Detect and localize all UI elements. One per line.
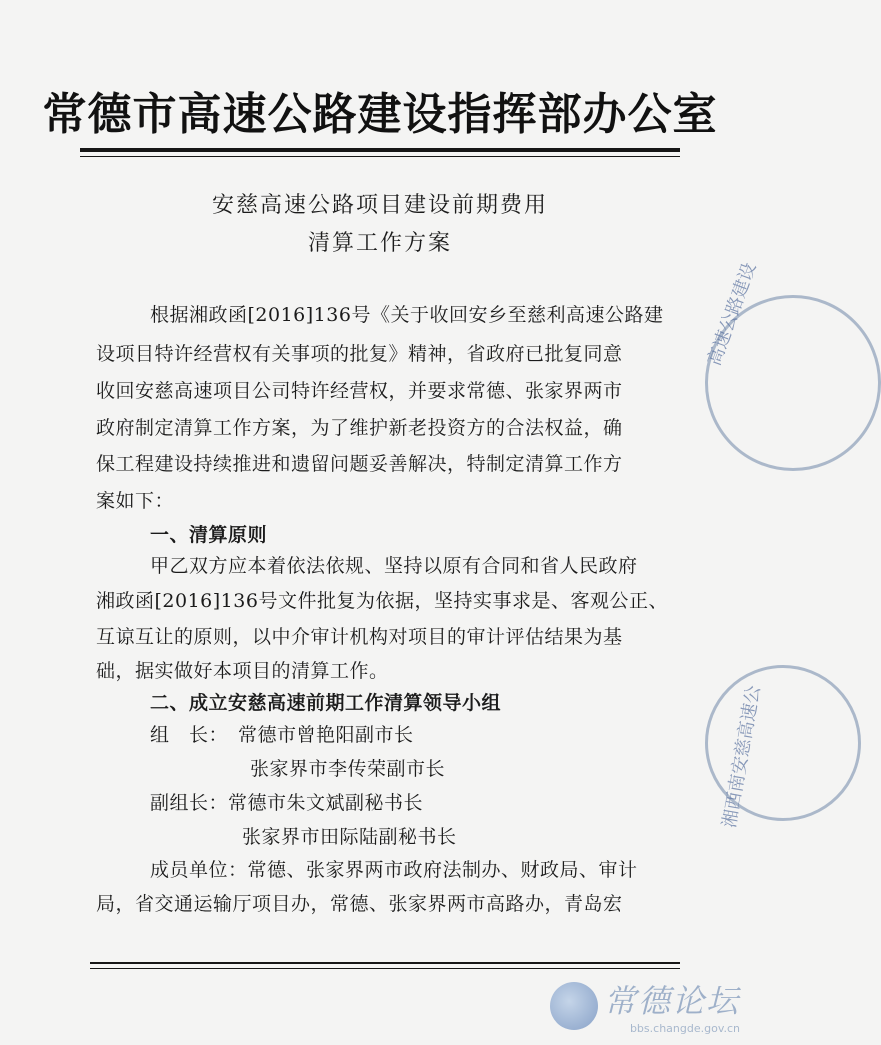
section-heading-1: 一、清算原则 [150,524,268,546]
member-units-line: 成员单位：常德、张家界两市政府法制办、财政局、审计 [150,859,638,881]
document-title-line-1: 安慈高速公路项目建设前期费用 [211,193,548,218]
body-line: 甲乙双方应本着依法依规、坚持以原有合同和省人民政府 [150,555,638,577]
letterhead-title: 常德市高速公路建设指挥部办公室 [42,89,718,140]
letterhead-rule-thick [80,148,680,152]
leader-line: 张家界市李传荣副市长 [250,758,446,780]
leader-line: 组 长： 常德市曾艳阳副市长 [150,724,414,746]
watermark-title: 常德论坛 [603,982,740,1020]
body-line: 础，据实做好本项目的清算工作。 [96,660,389,682]
letterhead-rule-thin [80,156,680,157]
section-heading-2: 二、成立安慈高速前期工作清算领导小组 [150,692,502,714]
body-line: 收回安慈高速项目公司特许经营权，并要求常德、张家界两市 [96,380,623,402]
body-line: 保工程建设持续推进和遗留问题妥善解决，特制定清算工作方 [96,453,623,475]
body-line: 根据湘政函[2016]136号《关于收回安乡至慈利高速公路建 [150,304,664,326]
member-units-line: 局，省交通运输厅项目办，常德、张家界两市高路办，青岛宏 [96,893,623,915]
body-line: 设项目特许经营权有关事项的批复》精神，省政府已批复同意 [96,343,623,365]
document-title-line-2: 清算工作方案 [307,231,452,256]
watermark-text [604,976,740,1035]
forum-logo-icon [550,982,598,1030]
footer-rule-bottom [90,968,680,969]
deputy-leader-line: 副组长：常德市朱文斌副秘书长 [150,792,424,814]
footer-rule-top [90,962,680,964]
seal-text-bottom-right: 湘西南安慈高速公 [718,683,765,830]
forum-watermark [550,976,740,1035]
body-line: 政府制定清算工作方案，为了维护新老投资方的合法权益，确 [96,417,623,439]
deputy-leader-line: 张家界市田际陆副秘书长 [242,826,457,848]
body-line: 湘政函[2016]136号文件批复为依据，坚持实事求是、客观公正、 [96,590,668,612]
body-line: 案如下： [96,490,175,512]
watermark-url: bbs.changde.gov.cn [629,1022,740,1035]
seal-text-top-right: 高速公路建设 [703,259,761,369]
body-line: 互谅互让的原则，以中介审计机构对项目的审计评估结果为基 [96,626,623,648]
